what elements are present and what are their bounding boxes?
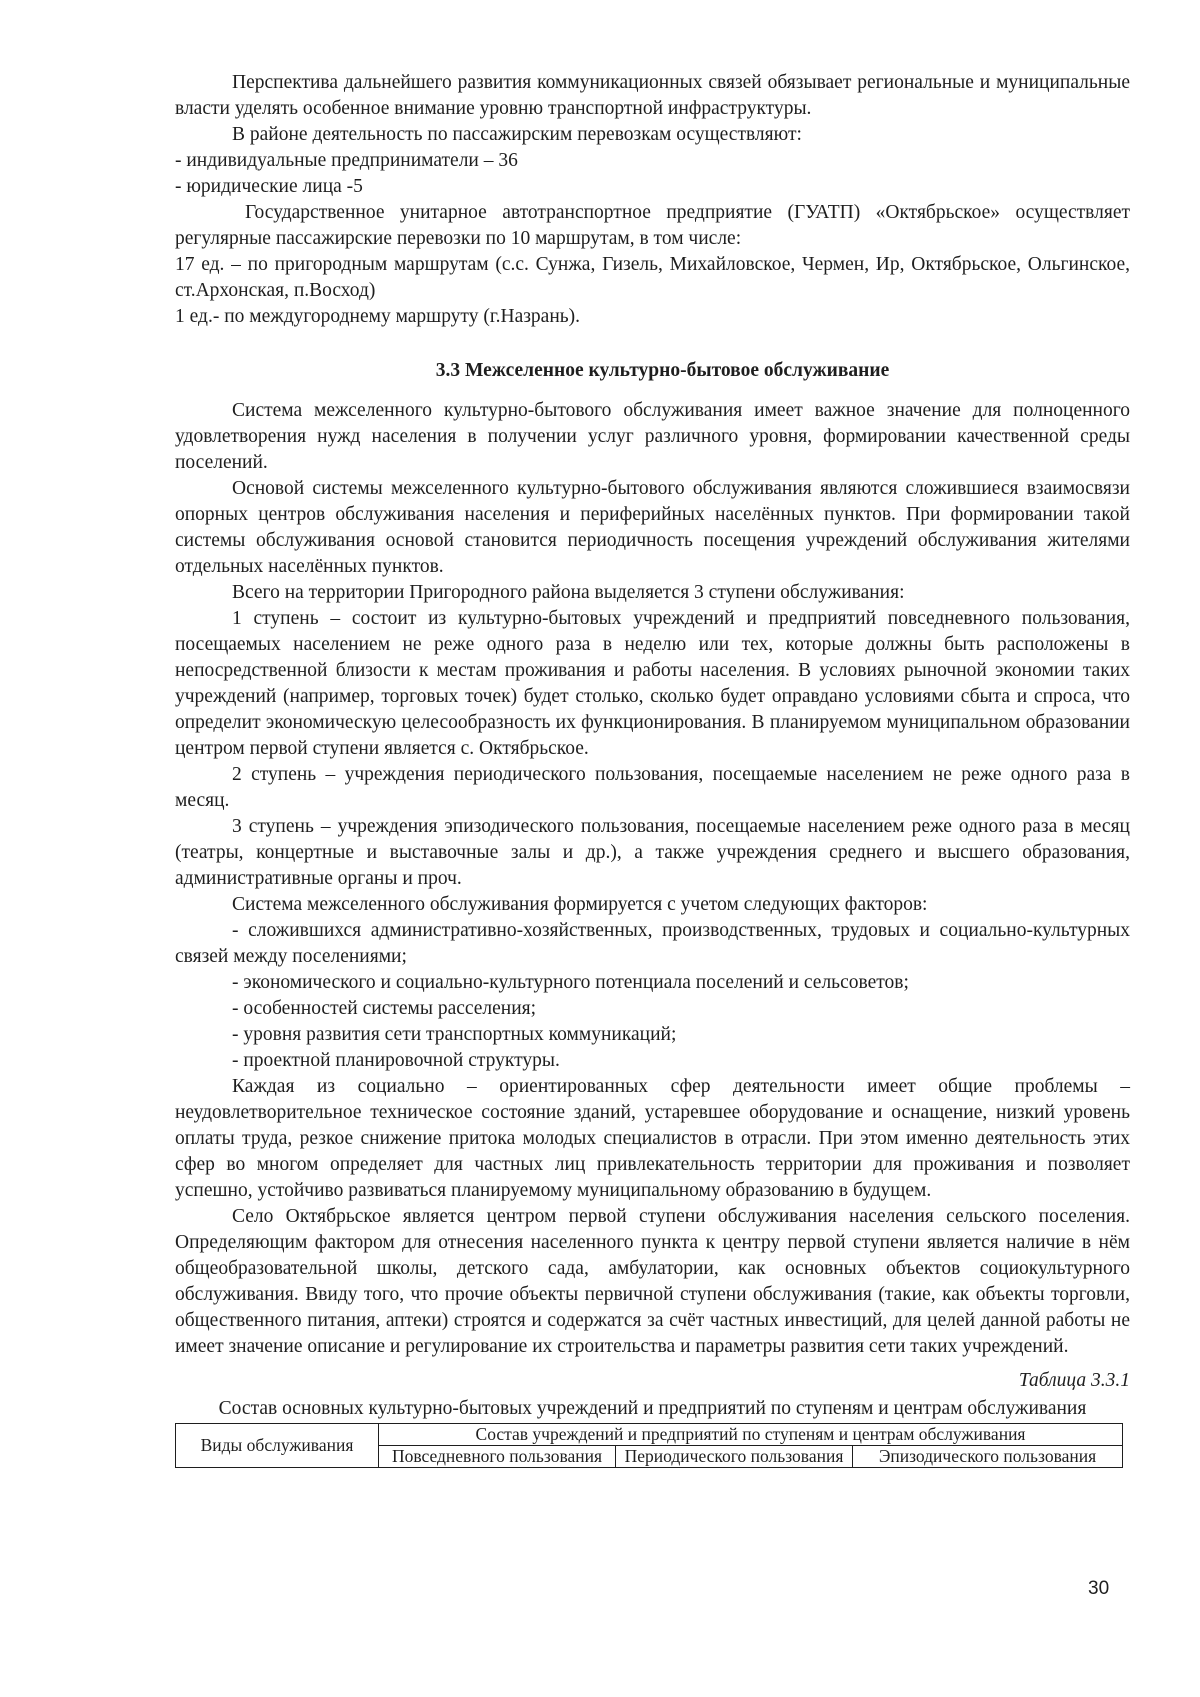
header-cell-types: Виды обслуживания bbox=[176, 1424, 379, 1468]
factor-list-item: - экономического и социально-культурного потенциала поселений и сельсоветов; bbox=[232, 972, 909, 993]
services-table bbox=[175, 1423, 1123, 1468]
intro-paragraph: Государственное унитарное автотранспортное предприятие (ГУАТП) «Октябрьское» осуществляет регулярные пассажирские перевозки по 10 маршрутам, в том числе: bbox=[175, 202, 1130, 249]
subheader-cell-daily: Повседневного пользования bbox=[379, 1446, 616, 1468]
body-paragraph: 3 ступень – учреждения эпизодического пользования, посещаемые населением реже одного раза в месяц (театры, концертные и выставочные залы и др.), а также учреждения среднего и высшего образования, административные органы и проч. bbox=[175, 816, 1130, 889]
body-paragraph: 2 ступень – учреждения периодического пользования, посещаемые населением не реже одного раза в месяц. bbox=[175, 764, 1130, 811]
body-paragraph: Каждая из социально – ориентированных сфер деятельности имеет общие проблемы – неудовлетворительное техническое состояние зданий, устаревшее оборудование и оснащение, низкий уровень оплаты труда, резкое снижение притока молодых специалистов в отрасли. При этом именно деятельность этих сфер во многом определяет для частных лиц привлекательность территории для проживания и позволяет успешно, устойчиво развиваться планируемому муниципальному образованию в будущем. bbox=[175, 1076, 1130, 1201]
intro-paragraph: В районе деятельность по пассажирским перевозкам осуществляют: bbox=[232, 124, 802, 145]
list-item: - индивидуальные предприниматели – 36 bbox=[175, 150, 518, 171]
intro-paragraph: Перспектива дальнейшего развития коммуникационных связей обязывает региональные и муниципальные власти уделять особенное внимание уровню транспортной инфраструктуры. bbox=[175, 72, 1130, 119]
factor-list-item: - сложившихся административно-хозяйственных, производственных, трудовых и социально-культурных связей между поселениями; bbox=[175, 920, 1130, 967]
page-number: 30 bbox=[1088, 1578, 1110, 1599]
document-page bbox=[175, 70, 1130, 1468]
body-paragraph: Основой системы межселенного культурно-бытового обслуживания являются сложившиеся взаимосвязи опорных центров обслуживания населения и периферийных населённых пунктов. При формировании такой системы обслуживания основой становится периодичность посещения учреждений обслуживания жителями отдельных населённых пунктов. bbox=[175, 478, 1130, 577]
factor-list-item: - уровня развития сети транспортных коммуникаций; bbox=[232, 1024, 677, 1045]
header-cell-group: Состав учреждений и предприятий по ступеням и центрам обслуживания bbox=[379, 1424, 1123, 1446]
body-paragraph: Село Октябрьское является центром первой ступени обслуживания населения сельского поселения. Определяющим фактором для отнесения населенного пункта к центру первой ступени является наличие в нём общеобразовательной школы, детского сада, амбулатории, как основных объектов социокультурного обслуживания. Ввиду того, что прочие объекты первичной ступени обслуживания (такие, как объекты торговли, общественного питания, аптеки) строятся и содержатся за счёт частных инвестиций, для целей данной работы не имеет значение описание и регулирование их строительства и параметры развития сети таких учреждений. bbox=[175, 1206, 1130, 1357]
factor-list-item: - особенностей системы расселения; bbox=[232, 998, 537, 1019]
subheader-cell-episodic: Эпизодического пользования bbox=[853, 1446, 1123, 1468]
intro-paragraph: 1 ед.- по междугороднему маршруту (г.Назрань). bbox=[175, 306, 581, 327]
body-paragraph: Всего на территории Пригородного района выделяется 3 ступени обслуживания: bbox=[232, 582, 905, 603]
list-item: - юридические лица -5 bbox=[175, 176, 363, 197]
section-heading: 3.3 Межселенное культурно-бытовое обслуживание bbox=[435, 360, 890, 381]
table-caption: Таблица 3.3.1 bbox=[1018, 1370, 1130, 1391]
table-title: Состав основных культурно-бытовых учреждений и предприятий по ступеням и центрам обслуживания bbox=[218, 1398, 1087, 1419]
intro-paragraph: 17 ед. – по пригородным маршрутам (с.с. Сунжа, Гизель, Михайловское, Чермен, Ир, Октябрьское, Ольгинское, ст.Архонская, п.Восход) bbox=[175, 254, 1130, 301]
subheader-cell-periodic: Периодического пользования bbox=[616, 1446, 853, 1468]
body-paragraph: 1 ступень – состоит из культурно-бытовых учреждений и предприятий повседневного пользования, посещаемых населением не реже одного раза в неделю или тех, которые должны быть расположены в непосредственной близости к местам проживания и работы населения. В условиях рыночной экономии таких учреждений (например, торговых точек) будет столько, сколько будет оправдано условиями сбыта и спроса, что определит экономическую целесообразность их функционирования. В планируемом муниципальном образовании центром первой ступени является с. Октябрьское. bbox=[175, 608, 1130, 759]
factor-list-item: - проектной планировочной структуры. bbox=[232, 1050, 560, 1071]
table-header-row bbox=[176, 1424, 1123, 1446]
body-paragraph: Система межселенного обслуживания формируется с учетом следующих факторов: bbox=[232, 894, 928, 915]
body-paragraph: Система межселенного культурно-бытового обслуживания имеет важное значение для полноценного удовлетворения нужд населения в получении услуг различного уровня, формировании качественной среды поселений. bbox=[175, 400, 1130, 473]
